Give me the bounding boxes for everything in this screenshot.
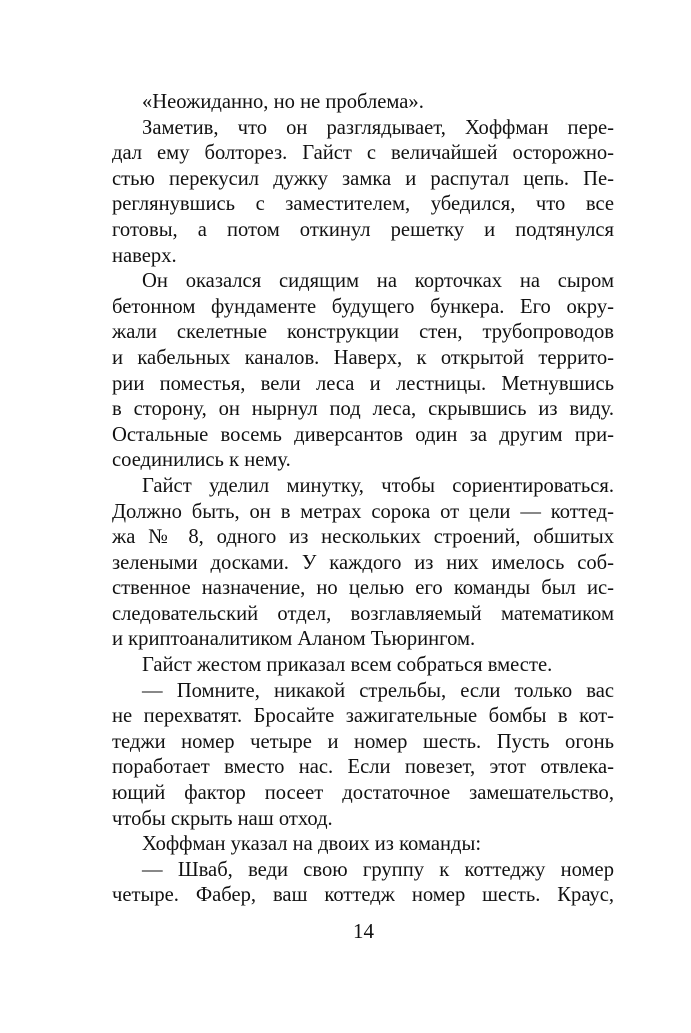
text-line: поработает вместо нас. Если повезет, этот отвлека- bbox=[112, 756, 614, 779]
paragraph bbox=[112, 679, 614, 833]
text-line: не перехватят. Бросайте зажигательные бомбы в кот- bbox=[112, 705, 614, 728]
text-line: зелеными досками. У каждого из них имелось соб- bbox=[112, 551, 614, 574]
text-line: реглянувшись с заместителем, убедился, что все bbox=[112, 193, 614, 216]
paragraph bbox=[112, 116, 614, 270]
paragraph bbox=[112, 90, 614, 116]
page-number: 14 bbox=[353, 919, 374, 943]
text-line: четыре. Фабер, ваш коттедж номер шесть. Краус, bbox=[112, 884, 614, 907]
text-line: ственное назначение, но целью его команды был ис- bbox=[112, 577, 614, 600]
text-line: «Неожиданно, но не проблема». bbox=[142, 91, 424, 113]
text-line: бетонном фундаменте будущего бункера. Его окру- bbox=[112, 295, 614, 318]
text-line: рии поместья, вели леса и лестницы. Метнувшись bbox=[112, 372, 614, 395]
text-line: — Помните, никакой стрельбы, если только вас bbox=[142, 679, 614, 702]
text-line: Он оказался сидящим на корточках на сыром bbox=[142, 270, 614, 293]
paragraph bbox=[112, 474, 614, 653]
paragraph bbox=[112, 858, 614, 909]
text-line: наверх. bbox=[112, 244, 177, 267]
text-line: и кабельных каналов. Наверх, к открытой террито- bbox=[112, 346, 614, 369]
text-line: Гайст жестом приказал всем собраться вместе. bbox=[142, 654, 553, 677]
paragraph bbox=[112, 653, 614, 679]
paragraph bbox=[112, 269, 614, 474]
text-line: теджи номер четыре и номер шесть. Пусть огонь bbox=[112, 730, 614, 753]
text-line: Остальные восемь диверсантов один за другим при- bbox=[112, 423, 614, 446]
text-line: дал ему болторез. Гайст с величайшей осторожно- bbox=[112, 142, 614, 165]
text-line: чтобы скрыть наш отход. bbox=[112, 807, 333, 830]
text-line: соединились к нему. bbox=[112, 449, 291, 472]
text-line: ющий фактор посеет достаточное замешательство, bbox=[112, 782, 614, 805]
paragraph bbox=[112, 832, 614, 858]
page-text bbox=[112, 90, 614, 909]
text-line: стью перекусил дужку замка и распутал цепь. Пе- bbox=[112, 167, 614, 190]
text-line: Заметив, что он разглядывает, Хоффман пере- bbox=[142, 116, 614, 139]
text-line: следовательский отдел, возглавляемый математиком bbox=[112, 602, 614, 625]
text-line: Должно быть, он в метрах сорока от цели — коттед- bbox=[112, 500, 614, 523]
text-line: жали скелетные конструкции стен, трубопроводов bbox=[112, 321, 614, 344]
text-line: Хоффман указал на двоих из команды: bbox=[142, 833, 482, 856]
text-line: жа № 8, одного из нескольких строений, обшитых bbox=[112, 526, 614, 549]
text-line: в сторону, он нырнул под леса, скрывшись из виду. bbox=[112, 398, 614, 421]
text-line: готовы, а потом откинул решетку и подтянулся bbox=[112, 218, 614, 241]
text-line: и криптоаналитиком Аланом Тьюрингом. bbox=[112, 628, 476, 651]
text-line: Гайст уделил минутку, чтобы сориентироваться. bbox=[142, 474, 614, 497]
text-line: — Шваб, веди свою группу к коттеджу номер bbox=[142, 858, 614, 881]
